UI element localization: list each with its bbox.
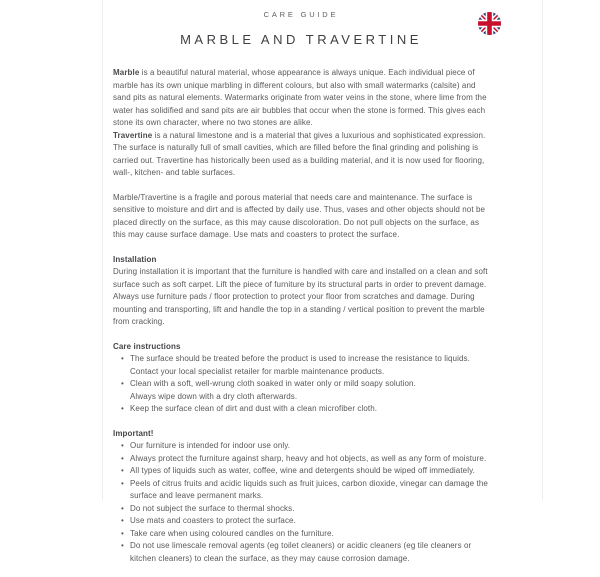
heading-care-instructions: Care instructions — [113, 341, 181, 351]
list-item — [113, 540, 489, 565]
bullet-icon: • — [121, 528, 124, 538]
list-item-line: Keep the surface clean of dirt and dust with a clean microfiber cloth. — [130, 404, 378, 413]
travertine-text: is a natural limestone and is a material that gives a luxurious and sophisticated expression. The surface is naturally full of small cavities, which are filled before the final grinding and polishing is carried out. Travertine has historically been used as a building material, and it is now used for flooring, wall-, kitchen- and table surfaces. — [113, 130, 486, 177]
list-item — [113, 515, 489, 528]
list-item-line: Always protect the furniture against sharp, heavy and hot objects, as well as any form of moisture. — [130, 453, 487, 463]
list-item — [113, 478, 489, 503]
list-item-line: Peels of citrus fruits and acidic liquids such as fruit juices, carbon dioxide, vinegar can damage the surface and leave permanent marks. — [130, 478, 488, 500]
list-item-line: Do not use limescale removal agents (eg toilet cleaners) or acidic cleaners (eg tile cleaners or kitchen cleaners) to clean the surface, as they may cause corrosion damage. — [130, 541, 472, 563]
bullet-icon: • — [121, 379, 124, 388]
paragraph-marble — [113, 67, 489, 130]
list-item — [113, 403, 489, 416]
bullet-icon: • — [121, 541, 124, 550]
care-guide-document — [113, 0, 489, 577]
paragraph-fragile: Marble/Travertine is a fragile and porous material that needs care and maintenance. The surface is sensitive to moisture and dirt and is affected by daily use. Thus, vases and other objects should not be placed directly on the surface, as this may cause discoloration. Do not pull objects on the surface, as this may cause surface damage. Use mats and coasters to protect the surface. — [113, 192, 486, 239]
list-item — [113, 453, 489, 466]
eyebrow-care-guide: CARE GUIDE — [263, 10, 339, 19]
list-item-line: Our furniture is intended for indoor use only. — [130, 441, 291, 450]
bullet-icon: • — [121, 516, 124, 525]
important-list — [113, 440, 489, 565]
list-item-line: The surface should be treated before the product is used to increase the resistance to liquids. — [130, 354, 470, 363]
paragraph-travertine — [113, 130, 489, 180]
list-item-line: Clean with a soft, well-wrung cloth soaked in water only or mild soapy solution. — [130, 379, 416, 388]
document-body — [113, 67, 489, 565]
page-edge-right — [542, 0, 543, 500]
bullet-icon: • — [121, 466, 124, 475]
list-item-line: Take care when using coloured candles on the furniture. — [130, 528, 334, 538]
list-item-line: Always wipe down with a dry cloth afterwards. — [130, 391, 298, 401]
bullet-icon: • — [121, 354, 124, 363]
page-title: MARBLE AND TRAVERTINE — [180, 32, 422, 47]
marble-lead-word: Marble — [113, 68, 140, 77]
page-edge-left — [102, 0, 103, 500]
list-item — [113, 465, 489, 478]
bullet-icon: • — [121, 503, 124, 513]
marble-text: is a beautiful natural material, whose appearance is always unique. Each individual piece of marble has its own unique marbling in different colours, but also with small watermarks (calsite) and sand pits as natural elements. Watermarks originate from water veins in the stone, where lime from the water has solidified and sand pits are air bubbles that occur when the stone is formed. This gives each stone its own character, where no two stones are alike. — [113, 68, 487, 127]
list-item — [113, 528, 489, 541]
list-item-line: Use mats and coasters to protect the surface. — [130, 516, 296, 525]
heading-installation: Installation — [113, 254, 157, 264]
travertine-lead-word: Travertine — [113, 130, 153, 140]
heading-important: Important! — [113, 428, 154, 438]
list-item-line: Do not subject the surface to thermal shocks. — [130, 503, 295, 513]
bullet-icon: • — [121, 453, 124, 463]
list-item — [113, 503, 489, 516]
care-instructions-list — [113, 353, 489, 416]
list-item — [113, 378, 489, 403]
bullet-icon: • — [121, 404, 124, 413]
bullet-icon: • — [121, 441, 124, 450]
list-item-line: All types of liquids such as water, coffee, wine and detergents should be wiped off immediately. — [130, 466, 475, 475]
paragraph-installation: During installation it is important that the furniture is handled with care and installed on a clean and soft surface such as soft carpet. Lift the piece of furniture by its structural parts in order to prevent damage. Always use furniture pads / floor protection to protect your floor from scratches and damage. During mounting and transporting, lift and handle the top in a standing / vertical position to prevent the marble from cracking. — [113, 267, 488, 326]
list-item-line: Contact your local specialist retailer for marble maintenance products. — [130, 366, 385, 376]
list-item — [113, 440, 489, 453]
bullet-icon: • — [121, 478, 124, 488]
list-item — [113, 353, 489, 378]
